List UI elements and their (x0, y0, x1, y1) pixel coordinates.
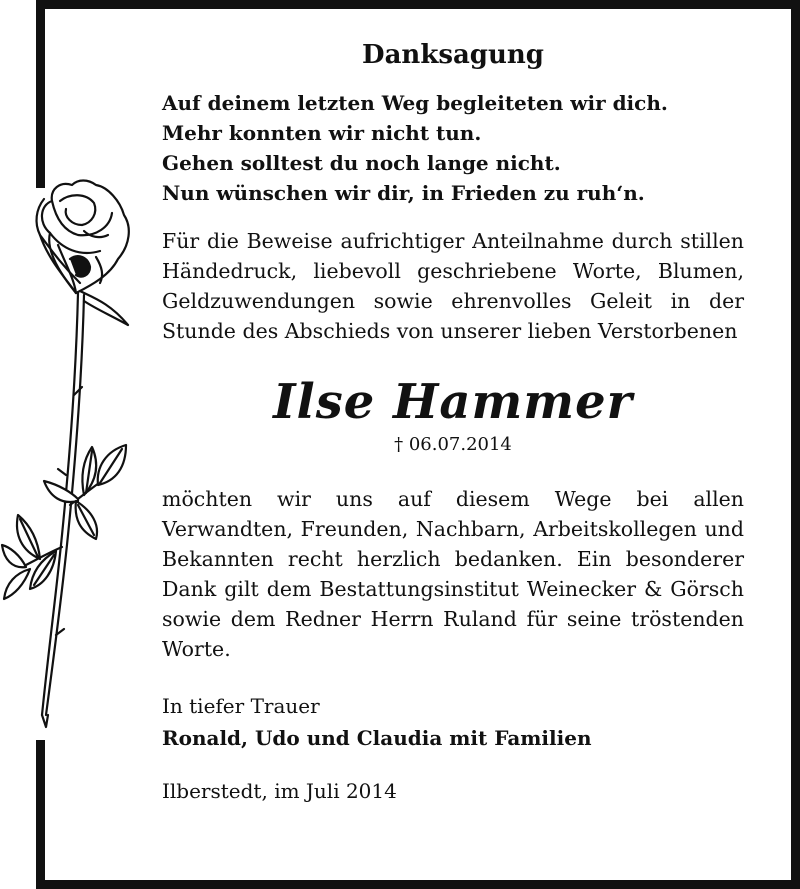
border-bottom (36, 880, 800, 889)
border-right (791, 0, 800, 889)
poem-line: Nun wünschen wir dir, in Frieden zu ruh‘n. (162, 181, 645, 205)
border-left-upper (36, 0, 45, 188)
rose-icon (0, 175, 140, 735)
notice-body (162, 40, 744, 806)
place-date: Ilberstedt, im Juli 2014 (162, 779, 397, 803)
poem-line: Gehen solltest du noch lange nicht. (162, 151, 561, 175)
mourning-line: In tiefer Trauer (162, 694, 320, 718)
intro-paragraph: Für die Beweise aufrichtiger Anteilnahme durch stillen Händedruck, liebevoll geschriebene Worte, Blumen, Geldzuwendungen sowie ehrenvolles Geleit in der Stunde des Abschieds von unserer lieben Verstorbenen (162, 229, 744, 343)
death-date: † 06.07.2014 (394, 434, 512, 455)
border-left-lower (36, 740, 45, 889)
poem-line: Auf deinem letzten Weg begleiteten wir dich. (162, 91, 668, 115)
signatories: Ronald, Udo und Claudia mit Familien (162, 726, 592, 750)
poem (162, 88, 744, 208)
poem-line: Mehr konnten wir nicht tun. (162, 121, 482, 145)
thanks-paragraph: möchten wir uns auf diesem Wege bei allen Verwandten, Freunden, Nachbarn, Arbeitskollegen und Bekannten recht herzlich bedanken. Ein besonderer Dank gilt dem Bestattungsinstitut Weinecker & Görsch sowie dem Redner Herrn Ruland für seine tröstenden Worte. (162, 487, 744, 661)
deceased-name: Ilse Hammer (273, 374, 633, 430)
border-top (36, 0, 800, 9)
notice-title: Danksagung (362, 40, 544, 70)
